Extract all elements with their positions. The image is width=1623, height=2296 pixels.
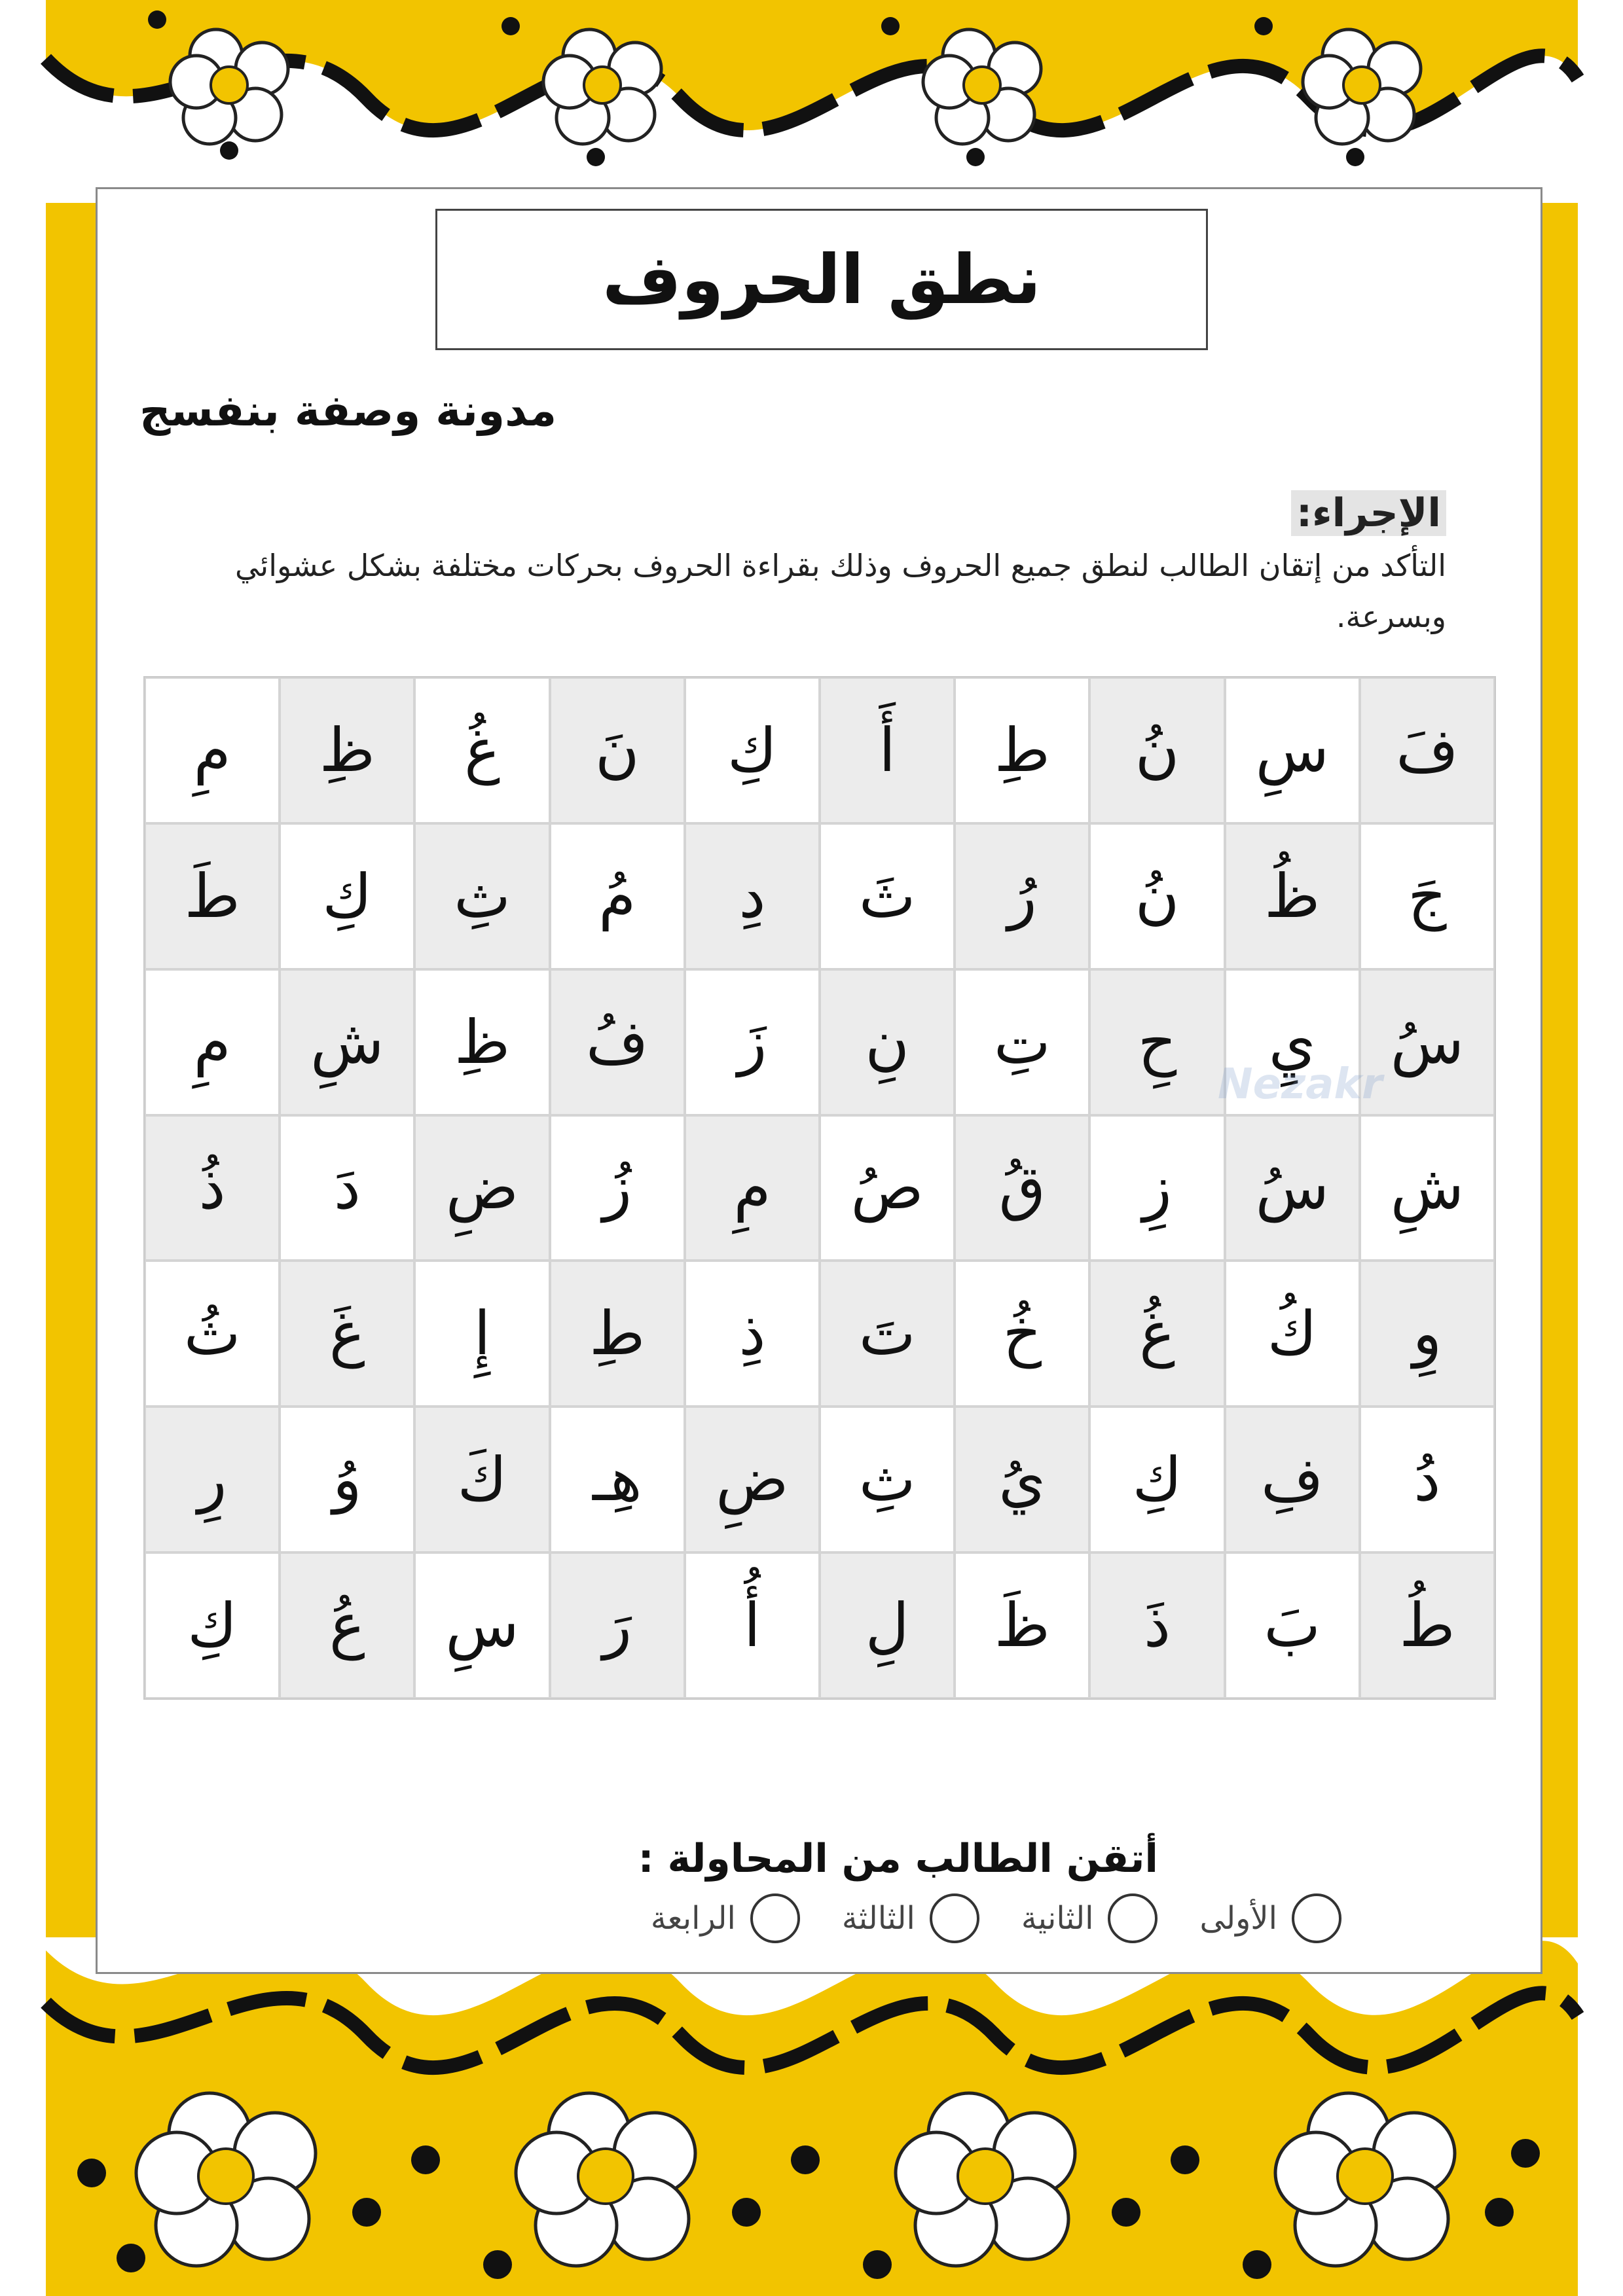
letter-cell: دُ <box>1360 1407 1495 1552</box>
procedure-label: الإجراء: <box>1291 490 1446 536</box>
letter-cell: كُ <box>1225 1261 1360 1407</box>
letter-cell: رُ <box>955 823 1089 969</box>
attempt-label: الثالثة <box>841 1900 915 1937</box>
blog-name: مدونة وصفة بنفسج <box>139 386 557 436</box>
radio-circle-icon[interactable] <box>1108 1893 1158 1943</box>
letter-cell: أَ <box>820 677 955 823</box>
letter-cell: رِ <box>145 1407 280 1552</box>
letter-cell: يِ <box>1225 969 1360 1115</box>
radio-circle-icon[interactable] <box>750 1893 800 1943</box>
letter-cell: طَ <box>145 823 280 969</box>
attempt-option-second[interactable] <box>1021 1893 1158 1943</box>
letter-cell: نُ <box>1089 677 1224 823</box>
letter-cell: دَ <box>280 1115 414 1261</box>
letter-cell: ظِ <box>414 969 549 1115</box>
letter-cell: وُ <box>280 1407 414 1552</box>
letter-cell: غَ <box>280 1261 414 1407</box>
letter-cell: فَ <box>1360 677 1495 823</box>
letter-cell: بَ <box>1225 1552 1360 1698</box>
letter-cell: نِ <box>820 969 955 1115</box>
letter-cell: ذِ <box>685 1261 820 1407</box>
letter-cell: ثُ <box>145 1261 280 1407</box>
letter-cell: زَ <box>685 969 820 1115</box>
letter-cell: طِ <box>550 1261 685 1407</box>
letter-cell: ذُ <box>145 1115 280 1261</box>
letter-cell: زُ <box>550 1115 685 1261</box>
letter-cell: كِ <box>280 823 414 969</box>
letter-cell: ضِ <box>685 1407 820 1552</box>
letter-cell: طُ <box>1360 1552 1495 1698</box>
letter-cell: هِـ <box>550 1407 685 1552</box>
letter-cell: مُ <box>550 823 685 969</box>
letter-cell: كَ <box>414 1407 549 1552</box>
attempt-options <box>359 1893 1341 1943</box>
letter-cell: سُ <box>1225 1115 1360 1261</box>
letter-cell: إِ <box>414 1261 549 1407</box>
letter-cell: ثَ <box>820 823 955 969</box>
letter-cell: ظَ <box>955 1552 1089 1698</box>
radio-circle-icon[interactable] <box>1292 1893 1341 1943</box>
letter-cell: جَ <box>1360 823 1495 969</box>
letter-cell: ظُ <box>1225 823 1360 969</box>
watermark-logo: Nezakr <box>1218 1060 1383 1109</box>
procedure-text: التأكد من إتقان الطالب لنطق جميع الحروف وذلك بقراءة الحروف بحركات مختلفة بشكل عشوائي وبسرعة. <box>235 548 1446 634</box>
letter-cell: غُ <box>414 677 549 823</box>
letter-cell: خُ <box>955 1261 1089 1407</box>
letter-cell: قُ <box>955 1115 1089 1261</box>
letter-cell: فُ <box>550 969 685 1115</box>
letter-cell: مِ <box>145 969 280 1115</box>
letter-cell: طِ <box>955 677 1089 823</box>
letter-cell: ضِ <box>414 1115 549 1261</box>
letter-cell: حِ <box>1089 969 1224 1115</box>
letter-cell: غُ <box>1089 1261 1224 1407</box>
letter-cell: كِ <box>145 1552 280 1698</box>
letter-cell: ذَ <box>1089 1552 1224 1698</box>
attempt-option-third[interactable] <box>842 1893 979 1943</box>
letter-cell: ظِ <box>280 677 414 823</box>
letter-cell: كِ <box>685 677 820 823</box>
attempt-option-fourth[interactable] <box>651 1893 800 1943</box>
letter-cell: دِ <box>685 823 820 969</box>
letter-cell: رَ <box>550 1552 685 1698</box>
letter-cell: كِ <box>1089 1407 1224 1552</box>
letter-cell: زِ <box>1089 1115 1224 1261</box>
letter-cell: يُ <box>955 1407 1089 1552</box>
title-box <box>435 209 1208 350</box>
attempt-label: الأولى <box>1199 1900 1277 1937</box>
page-title: نطق الحروف <box>602 240 1042 319</box>
letter-cell: وِ <box>1360 1261 1495 1407</box>
attempt-label: الرابعة <box>650 1900 736 1937</box>
letter-cell: تِ <box>955 969 1089 1115</box>
letter-cell: مِ <box>145 677 280 823</box>
letter-cell: نُ <box>1089 823 1224 969</box>
letter-cell: نَ <box>550 677 685 823</box>
letter-cell: شِ <box>280 969 414 1115</box>
radio-circle-icon[interactable] <box>930 1893 979 1943</box>
letter-cell: عُ <box>280 1552 414 1698</box>
mastery-question: أتقن الطالب من المحاولة : <box>638 1836 1158 1882</box>
letter-cell: سُ <box>1360 969 1495 1115</box>
letter-cell: سِ <box>414 1552 549 1698</box>
letters-grid <box>143 676 1496 1700</box>
letter-cell: شِ <box>1360 1115 1495 1261</box>
letter-cell: لِ <box>820 1552 955 1698</box>
letter-cell: ثِ <box>820 1407 955 1552</box>
procedure-section <box>215 490 1446 642</box>
letter-cell: أُ <box>685 1552 820 1698</box>
letter-cell: صُ <box>820 1115 955 1261</box>
letter-cell: سِ <box>1225 677 1360 823</box>
attempt-option-first[interactable] <box>1199 1893 1341 1943</box>
letter-cell: ثِ <box>414 823 549 969</box>
letter-cell: تَ <box>820 1261 955 1407</box>
letter-cell: مِ <box>685 1115 820 1261</box>
letter-cell: فِ <box>1225 1407 1360 1552</box>
attempt-label: الثانية <box>1021 1900 1094 1937</box>
